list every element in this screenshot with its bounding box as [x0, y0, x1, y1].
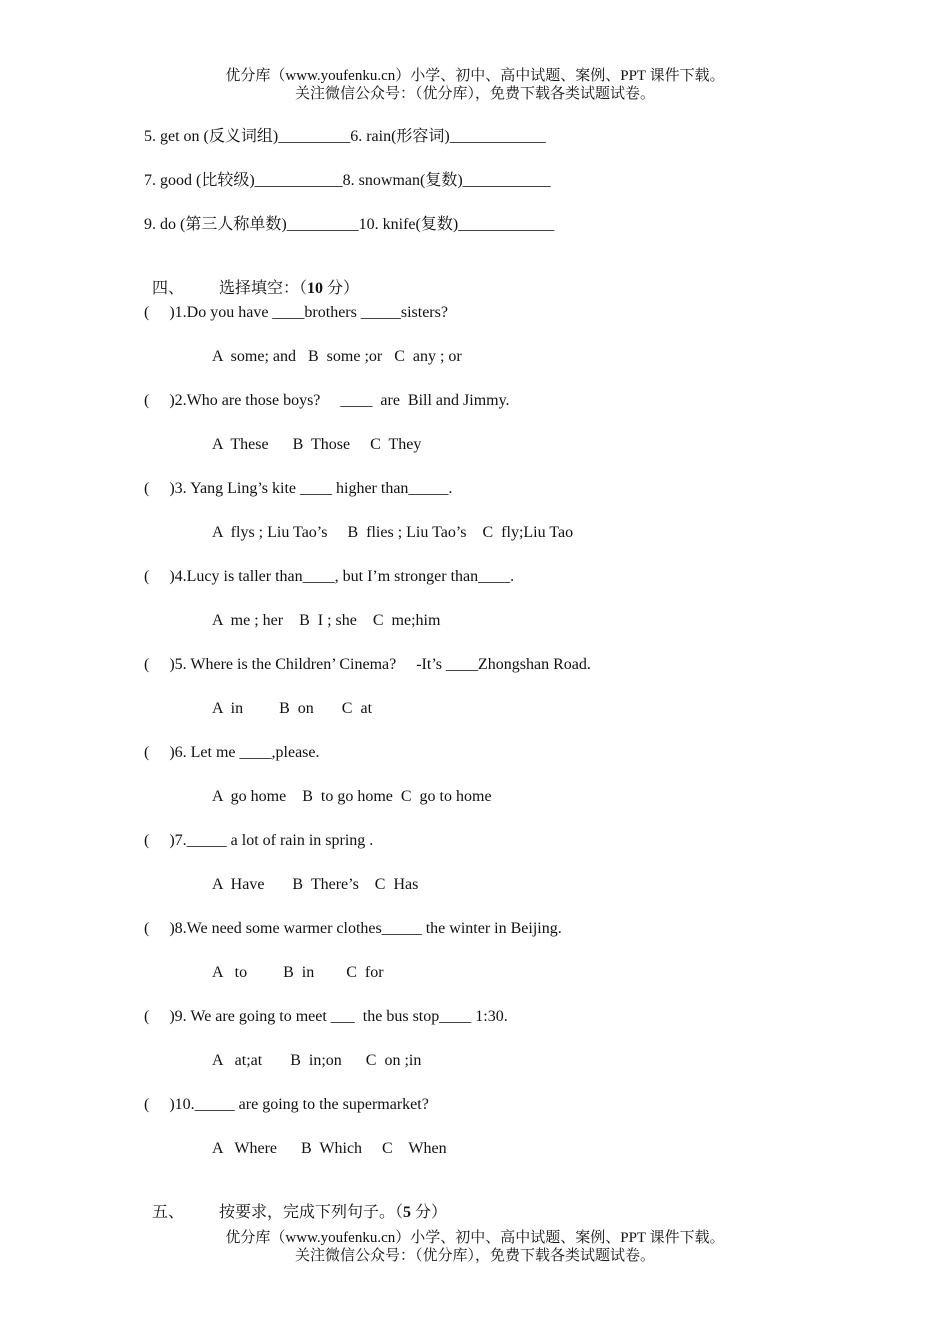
question-8: ( )8.We need some warmer clothes_____ the winter in Beijing. — [144, 920, 562, 937]
page-footer — [0, 1229, 950, 1265]
section-5-heading — [144, 1183, 447, 1223]
question-1-options: A some; and B some ;or C any ; or — [212, 348, 462, 365]
word-form-line-1: 5. get on (反义词组)_________6. rain(形容词)____________ — [144, 128, 546, 145]
question-7-options: A Have B There’s C Has — [212, 876, 419, 893]
question-1: ( )1.Do you have ____brothers _____sisters? — [144, 304, 448, 321]
word-form-line-2: 7. good (比较级)___________8. snowman(复数)___________ — [144, 172, 551, 189]
question-4-options: A me ; her B I ; she C me;him — [212, 612, 441, 629]
section-5-title-end: 分） — [411, 1204, 448, 1221]
section-5-score: 5 — [403, 1204, 412, 1221]
section-4-heading — [144, 259, 359, 299]
page-header — [0, 67, 950, 103]
footer-line-1: 优分库（www.youfenku.cn）小学、初中、高中试题、案例、PPT 课件下载。 — [225, 1230, 725, 1246]
question-5-options: A in B on C at — [212, 700, 373, 717]
question-8-options: A to B in C for — [212, 964, 384, 981]
footer-line-2: 关注微信公众号：（优分库），免费下载各类试题试卷。 — [294, 1248, 655, 1264]
question-3: ( )3. Yang Ling’s kite ____ higher than_____. — [144, 480, 453, 497]
header-line-1: 优分库（www.youfenku.cn）小学、初中、高中试题、案例、PPT 课件下载。 — [225, 68, 725, 84]
question-6: ( )6. Let me ____,please. — [144, 744, 320, 761]
section-5-number: 五、 — [152, 1204, 185, 1221]
question-9-options: A at;at B in;on C on ;in — [212, 1052, 422, 1069]
section-4-title-end: 分） — [323, 280, 360, 297]
question-2-options: A These B Those C They — [212, 436, 422, 453]
question-10-options: A Where B Which C When — [212, 1140, 447, 1157]
question-7: ( )7._____ a lot of rain in spring . — [144, 832, 374, 849]
question-5: ( )5. Where is the Children’ Cinema? -It’s ____Zhongshan Road. — [144, 656, 591, 673]
question-4: ( )4.Lucy is taller than____, but I’m stronger than____. — [144, 568, 515, 585]
word-form-line-3: 9. do (第三人称单数)_________10. knife(复数)____________ — [144, 216, 555, 233]
question-10: ( )10._____ are going to the supermarket? — [144, 1096, 429, 1113]
section-5-title: 按要求，完成下列句子。（ — [219, 1204, 404, 1221]
question-9: ( )9. We are going to meet ___ the bus stop____ 1:30. — [144, 1008, 508, 1025]
section-4-score: 10 — [307, 280, 324, 297]
question-3-options: A flys ; Liu Tao’s B flies ; Liu Tao’s C fly;Liu Tao — [212, 524, 574, 541]
question-6-options: A go home B to go home C go to home — [212, 788, 492, 805]
question-2: ( )2.Who are those boys? ____ are Bill and Jimmy. — [144, 392, 510, 409]
section-4-number: 四、 — [152, 280, 185, 297]
header-line-2: 关注微信公众号：（优分库），免费下载各类试题试卷。 — [294, 86, 655, 102]
section-4-title: 选择填空：（ — [219, 280, 308, 297]
